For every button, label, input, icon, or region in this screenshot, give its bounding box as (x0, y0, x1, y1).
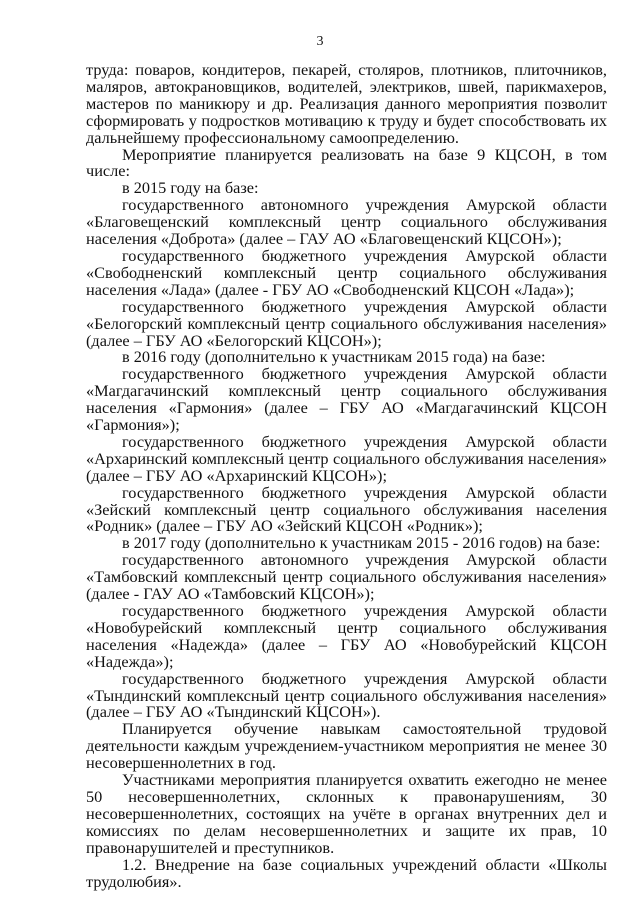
paragraph-institution-magdagachi: государственного бюджетного учреждения Амурской области «Магдагачинский комплексный центр социального обслуживания населения «Гармония» (далее – ГБУ АО «Магдагачинский КЦСОН «Гармония»); (86, 364, 607, 435)
paragraph-professions: труда: поваров, кондитеров, пекарей, столяров, плотников, плиточников, маляров, автокрановщиков, водителей, электриков, швей, парикмахеров, мастеров по маникюру и др. Реализация данного мероприятия позволит сформировать у подростков мотивацию к труду и будет способствовать их дальнейшему профессиональному самоопределению. (86, 60, 607, 147)
paragraph-2016-heading: в 2016 году (дополнительно к участникам 2015 года) на базе: (122, 347, 546, 367)
paragraph-2017-heading: в 2017 году (дополнительно к участникам 2015 - 2016 годов) на базе: (122, 533, 601, 553)
paragraph-institution-tynda: государственного бюджетного учреждения Амурской области «Тындинский комплексный центр социального обслуживания населения» (далее – ГБУ АО «Тындинский КЦСОН»). (86, 668, 607, 722)
paragraph-institution-zeya: государственного бюджетного учреждения Амурской области «Зейский комплексный центр социального обслуживания населения «Родник» (далее – ГБУ АО «Зейский КЦСОН «Родник»); (86, 482, 607, 536)
paragraph-event-base: Мероприятие планируется реализовать на базе 9 КЦСОН, в том числе: (86, 144, 607, 181)
paragraph-institution-tambovka: государственного автономного учреждения Амурской области «Тамбовский комплексный центр социального обслуживания населения» (далее - ГАУ АО «Тамбовский КЦСОН»); (86, 550, 607, 604)
paragraph-institution-arkhara: государственного бюджетного учреждения Амурской области «Архаринский комплексный центр социального обслуживания населения» (далее – ГБУ АО «Архаринский КЦСОН»); (86, 431, 607, 485)
paragraph-institution-novobureysky: государственного бюджетного учреждения Амурской области «Новобурейский комплексный центр социального обслуживания населения «Надежда» (далее – ГБУ АО «Новобурейский КЦСОН «Надежда»); (86, 601, 607, 671)
paragraph-institution-svobodny: государственного бюджетного учреждения Амурской области «Свободненский комплексный центр социального обслуживания населения «Лада» (далее - ГБУ АО «Свободненский КЦСОН «Лада»); (86, 245, 607, 299)
paragraph-participants: Участниками мероприятия планируется охватить ежегодно не менее 50 несовершеннолетних, склонных к правонарушениям, 30 несовершеннолетних, состоящих на учёте в органах внутренних дел и комиссиях по делам несовершеннолетних и защите их прав, 10 правонарушителей и преступников. (86, 770, 607, 857)
paragraph-2015-heading: в 2015 году на базе: (122, 178, 259, 198)
paragraph-section-1-2: 1.2. Внедрение на базе социальных учреждений области «Школы трудолюбия». (86, 854, 607, 891)
paragraph-training-plan: Планируется обучение навыкам самостоятельной трудовой деятельности каждым учреждением-участником мероприятия не менее 30 несовершеннолетних в год. (86, 719, 607, 773)
document-body (86, 62, 607, 890)
paragraph-institution-belogorsk: государственного бюджетного учреждения Амурской области «Белогорский комплексный центр социального обслуживания населения» (далее – ГБУ АО «Белогорский КЦСОН»); (86, 296, 607, 350)
page-number: 3 (316, 34, 324, 49)
paragraph-institution-blagoveshchensk: государственного автономного учреждения Амурской области «Благовещенский комплексный центр социального обслуживания населения «Доброта» (далее – ГАУ АО «Благовещенский КЦСОН»); (86, 195, 607, 249)
